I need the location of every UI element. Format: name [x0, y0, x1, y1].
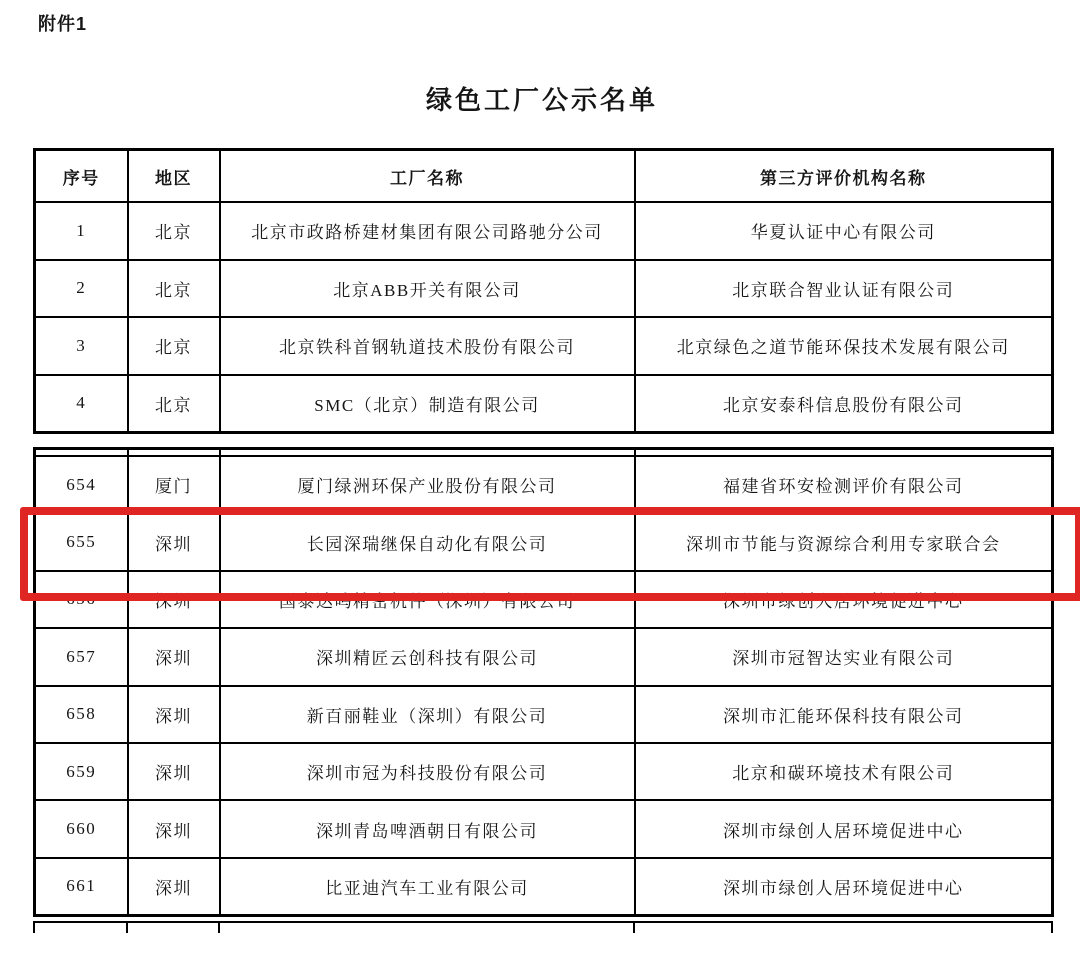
col-header-agency: 第三方评价机构名称 [635, 150, 1053, 203]
cell-no: 657 [35, 628, 128, 685]
cell-factory: 新百丽鞋业（深圳）有限公司 [220, 686, 635, 743]
table-row [35, 800, 1053, 857]
partial-cell [35, 449, 128, 457]
cell-factory: SMC（北京）制造有限公司 [220, 375, 635, 433]
partial-cell [128, 449, 220, 457]
col-header-factory: 工厂名称 [220, 150, 635, 203]
cell-factory: 比亚迪汽车工业有限公司 [220, 858, 635, 916]
cell-agency: 北京安泰科信息股份有限公司 [635, 375, 1053, 433]
table-row [35, 858, 1053, 916]
cell-no: 2 [35, 260, 128, 318]
green-factory-table-top [33, 148, 1054, 434]
cell-no: 660 [35, 800, 128, 857]
cell-agency: 福建省环安检测评价有限公司 [635, 456, 1053, 513]
cell-no: 656 [35, 571, 128, 628]
cell-agency: 北京联合智业认证有限公司 [635, 260, 1053, 318]
cell-agency: 深圳市节能与资源综合利用专家联合会 [635, 513, 1053, 570]
cell-region: 北京 [128, 202, 220, 260]
table-row [35, 260, 1053, 318]
cell-no: 3 [35, 317, 128, 375]
cell-region: 深圳 [128, 686, 220, 743]
table-row [35, 456, 1053, 513]
col-header-region: 地区 [128, 150, 220, 203]
highlight-box [20, 507, 1080, 601]
cell-no: 659 [35, 743, 128, 800]
cell-region: 厦门 [128, 456, 220, 513]
cell-factory: 北京铁科首钢轨道技术股份有限公司 [220, 317, 635, 375]
cell-region: 北京 [128, 317, 220, 375]
partial-row-top [35, 449, 1053, 457]
cell-agency: 深圳市绿创人居环境促进中心 [635, 858, 1053, 916]
cell-region: 深圳 [128, 800, 220, 857]
partial-cell [635, 449, 1053, 457]
partial-cell [34, 922, 127, 933]
partial-cell [220, 449, 635, 457]
cell-factory: 北京市政路桥建材集团有限公司路驰分公司 [220, 202, 635, 260]
partial-cell [634, 922, 1052, 933]
cell-agency: 深圳市绿创人居环境促进中心 [635, 800, 1053, 857]
attachment-label: 附件1 [38, 14, 88, 34]
cell-factory: 深圳市冠为科技股份有限公司 [220, 743, 635, 800]
partial-cell [127, 922, 219, 933]
table-row [35, 202, 1053, 260]
cell-agency: 深圳市冠智达实业有限公司 [635, 628, 1053, 685]
table-row [35, 317, 1053, 375]
cell-no: 658 [35, 686, 128, 743]
cell-region: 深圳 [128, 513, 220, 570]
table-row [35, 375, 1053, 433]
cell-region: 北京 [128, 260, 220, 318]
table-row [35, 628, 1053, 685]
partial-cell [219, 922, 634, 933]
cell-region: 深圳 [128, 628, 220, 685]
cell-factory: 长园深瑞继保自动化有限公司 [220, 513, 635, 570]
partial-row-bottom [33, 921, 1053, 933]
page-title: 绿色工厂公示名单 [425, 85, 658, 115]
cell-no: 654 [35, 456, 128, 513]
table-row [35, 743, 1053, 800]
cell-region: 深圳 [128, 858, 220, 916]
col-header-no: 序号 [35, 150, 128, 203]
cell-region: 北京 [128, 375, 220, 433]
cell-factory: 北京ABB开关有限公司 [220, 260, 635, 318]
cell-agency: 深圳市绿创人居环境促进中心 [635, 571, 1053, 628]
cell-factory: 深圳青岛啤酒朝日有限公司 [220, 800, 635, 857]
cell-region: 深圳 [128, 743, 220, 800]
cell-agency: 北京绿色之道节能环保技术发展有限公司 [635, 317, 1053, 375]
cell-agency: 北京和碳环境技术有限公司 [635, 743, 1053, 800]
cell-no: 655 [35, 513, 128, 570]
cell-factory: 厦门绿洲环保产业股份有限公司 [220, 456, 635, 513]
table-header-row [35, 150, 1053, 203]
cell-factory: 深圳精匠云创科技有限公司 [220, 628, 635, 685]
cell-factory: 国泰达鸣精密机件（深圳）有限公司 [220, 571, 635, 628]
cell-agency: 华夏认证中心有限公司 [635, 202, 1053, 260]
partial-row [34, 922, 1052, 933]
cell-region: 深圳 [128, 571, 220, 628]
cell-no: 1 [35, 202, 128, 260]
cell-no: 4 [35, 375, 128, 433]
table-row [35, 686, 1053, 743]
cell-agency: 深圳市汇能环保科技有限公司 [635, 686, 1053, 743]
cell-no: 661 [35, 858, 128, 916]
